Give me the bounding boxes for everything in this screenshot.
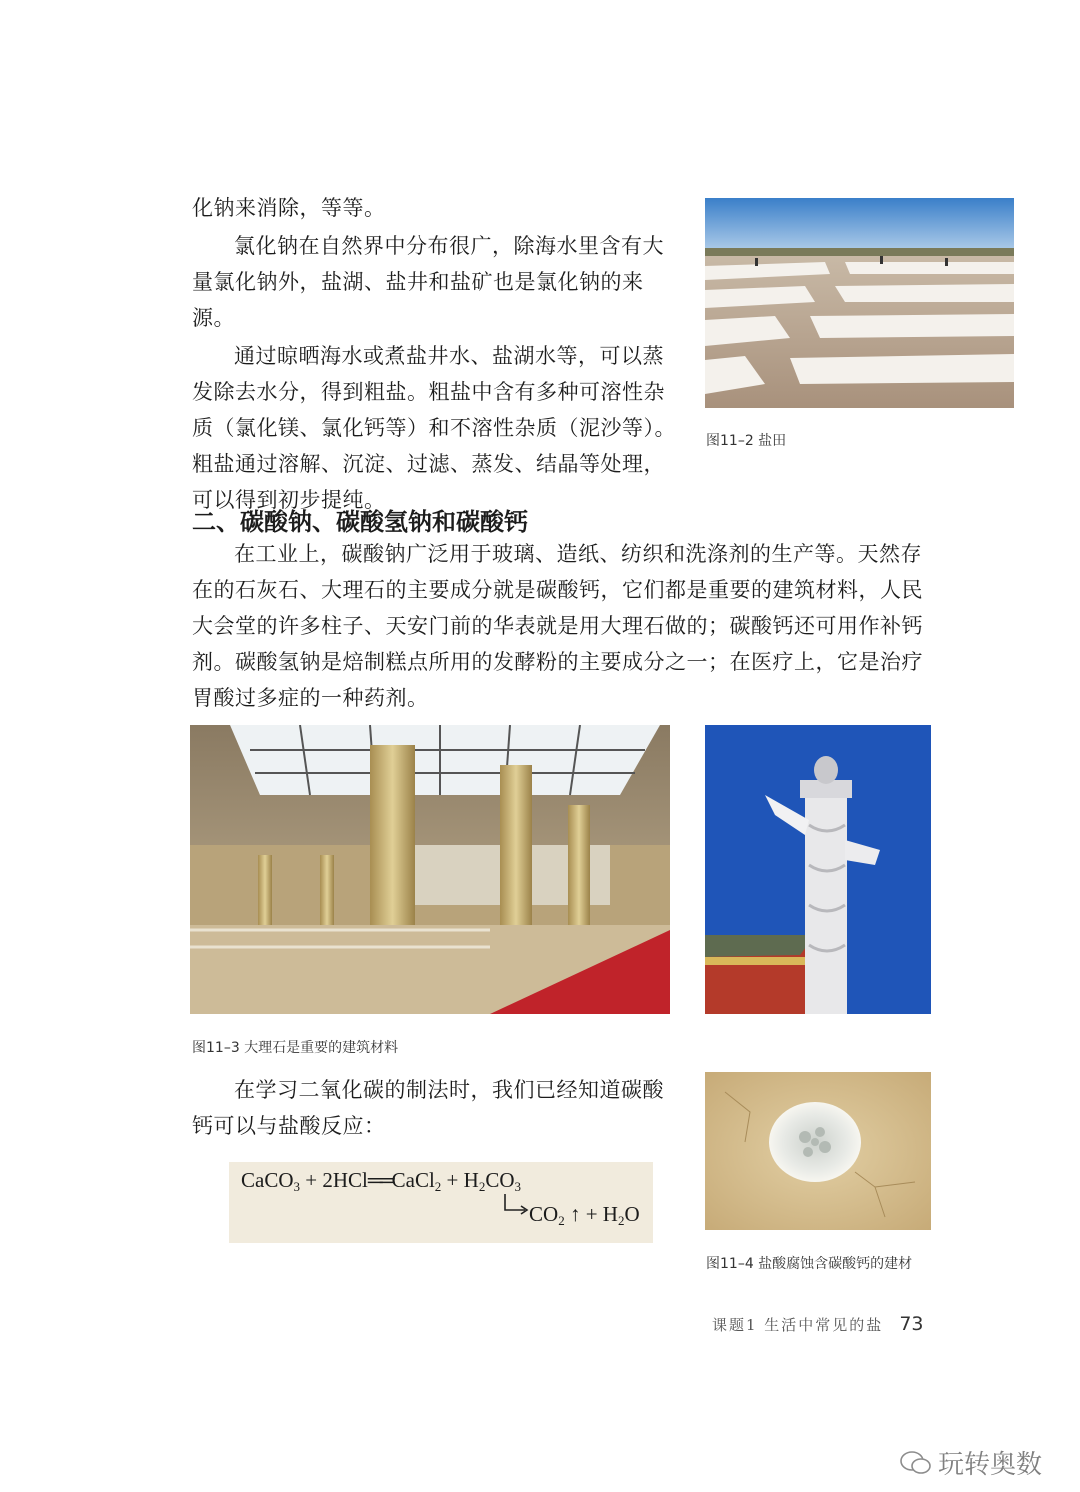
eq2-sub: 2 [617, 1213, 625, 1228]
eq1-sub: 2 [478, 1179, 486, 1194]
eq1-term: CO [485, 1168, 515, 1192]
intro-text-column [192, 190, 680, 518]
watermark-text: 玩转奥数 [938, 1450, 1043, 1480]
equation-line-1 [241, 1168, 521, 1195]
equals-sign: ══ [367, 1168, 392, 1192]
chemical-equation-box [229, 1162, 653, 1243]
acid-corrosion-image [705, 1072, 931, 1230]
wechat-icon [900, 1450, 932, 1476]
acid-corrosion-photo [705, 1072, 931, 1230]
eq2-term: O [624, 1202, 640, 1226]
section-paragraph: 在工业上，碳酸钠广泛用于玻璃、造纸、纺织和洗涤剂的生产等。天然存在的石灰石、大理石的主要成分就是碳酸钙，它们都是重要的建筑材料，人民大会堂的许多柱子、天安门前的华表就是用大理石做的；碳酸钙还可用作补钙剂。碳酸氢钠是焙制糕点所用的发酵粉的主要成分之一；在医疗上，它是治疗胃酸过多症的一种药剂。 [192, 542, 923, 710]
marble-hall-photo [190, 725, 670, 1014]
eq1-sub: 3 [514, 1179, 521, 1194]
eq1-term: CaCl [391, 1168, 435, 1192]
marble-hall-image [190, 725, 670, 1014]
salt-field-photo [705, 198, 1014, 408]
section-heading: 二、碳酸钠、碳酸氢钠和碳酸钙 [192, 508, 528, 536]
paragraph-sodium-chloride-sources: 氯化钠在自然界中分布很广，除海水里含有大量氯化钠外，盐湖、盐井和盐矿也是氯化钠的来源。 [192, 234, 664, 330]
eq2-sub: 2 [558, 1213, 565, 1228]
page-number: 73 [899, 1313, 924, 1335]
eq2-term: CO [529, 1202, 559, 1226]
lesson-title: 课题1 生活中常见的盐 [712, 1316, 884, 1334]
watermark [900, 1444, 1042, 1481]
figure-11-3-caption: 图11–3 大理石是重要的建筑材料 [192, 1040, 399, 1056]
salt-field-image [705, 198, 1014, 408]
huabiao-image [705, 725, 931, 1014]
eq2-term: + H [585, 1202, 618, 1226]
continued-line: 化钠来消除，等等。 [192, 196, 386, 220]
huabiao-column-photo [705, 725, 931, 1014]
eq1-sub: 3 [293, 1179, 300, 1194]
eq1-term: + 2HCl [300, 1168, 368, 1192]
page-footer [712, 1313, 924, 1335]
figure-11-4-caption: 图11–4 盐酸腐蚀含碳酸钙的建材 [706, 1256, 913, 1272]
reaction-intro-paragraph: 在学习二氧化碳的制法时，我们已经知道碳酸钙可以与盐酸反应： [192, 1078, 664, 1138]
equation-line-2 [529, 1202, 640, 1229]
eq1-sub: 2 [434, 1179, 442, 1194]
figure-11-2-caption: 图11–2 盐田 [706, 433, 787, 449]
paragraph-crude-salt: 通过晾晒海水或煮盐井水、盐湖水等，可以蒸发除去水分，得到粗盐。粗盐中含有多种可溶性杂质（氯化镁、氯化钙等）和不溶性杂质（泥沙等）。粗盐通过溶解、沉淀、过滤、蒸发、结晶等处理，可以得到初步提纯。 [192, 344, 676, 512]
gas-arrow: ↑ [564, 1202, 586, 1226]
eq1-term: CaCO [241, 1168, 294, 1192]
decomposition-arrow-icon [501, 1192, 531, 1218]
eq1-term: + H [441, 1168, 479, 1192]
